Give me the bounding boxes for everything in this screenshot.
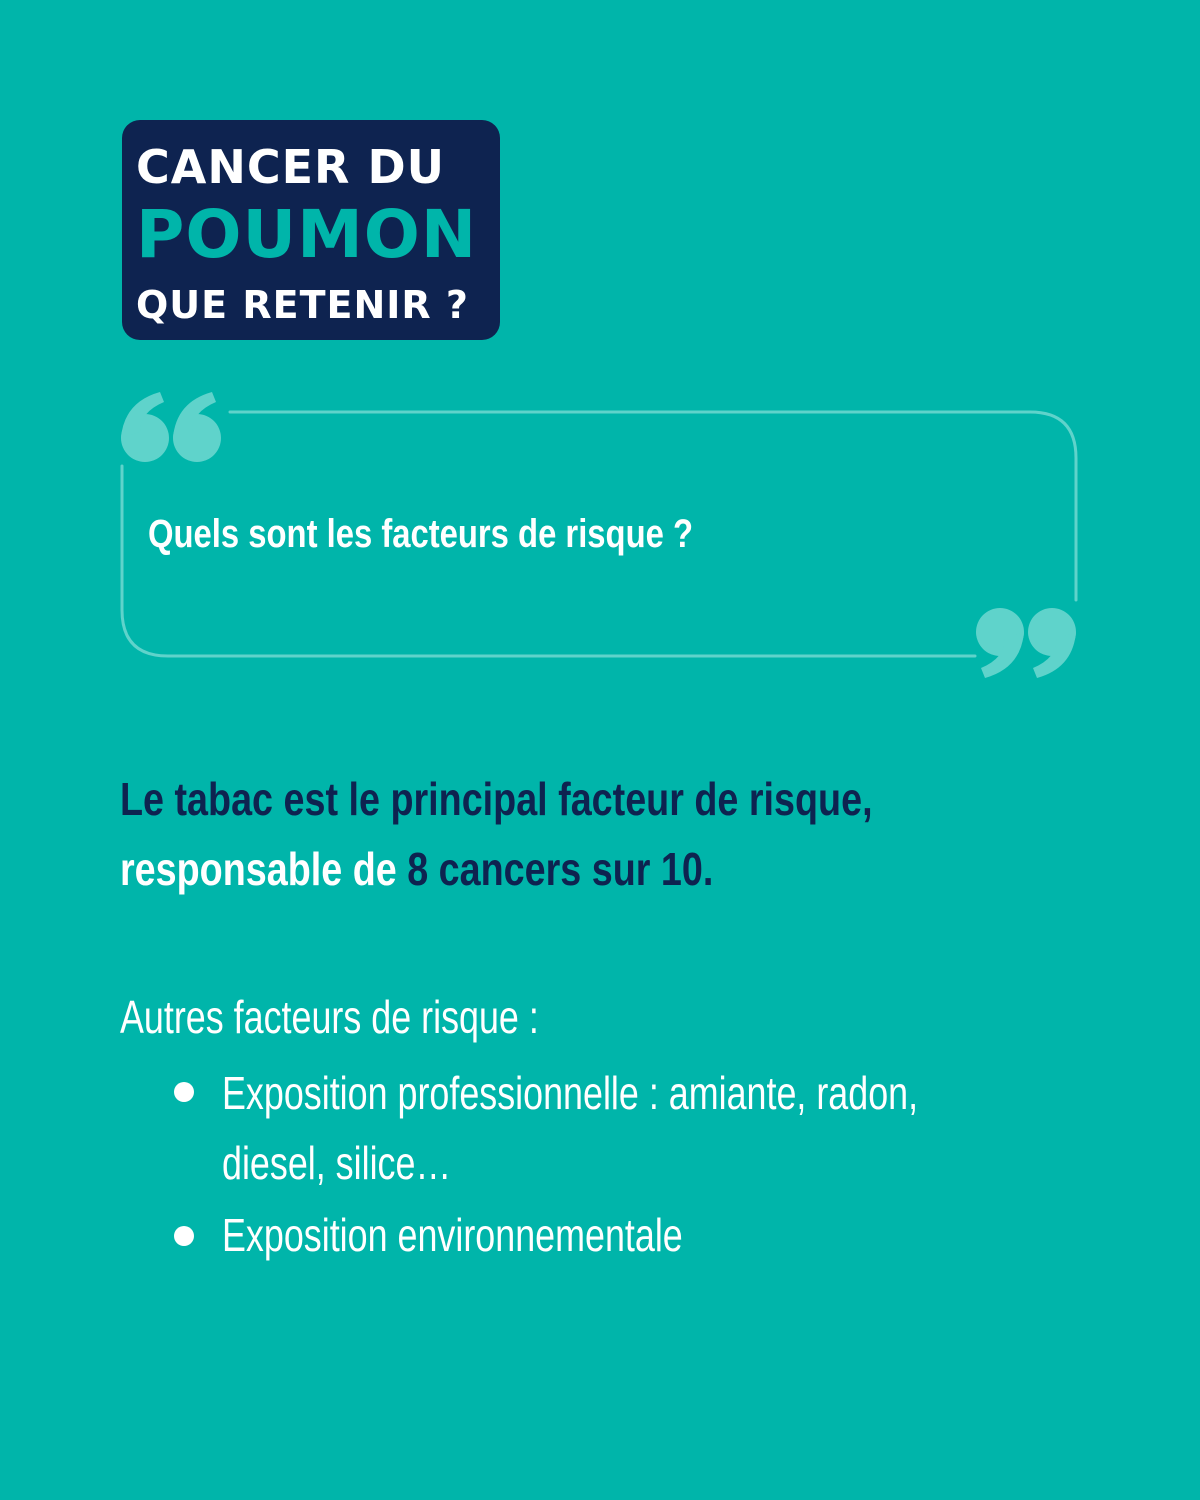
statement-highlight: 8 cancers sur 10. — [407, 843, 714, 895]
statement-responsable: responsable de — [120, 843, 408, 895]
main-statement — [120, 764, 940, 904]
list-item-professional-line-1: Exposition professionnelle : amiante, radon, — [222, 1067, 919, 1119]
badge-line-que-retenir: QUE RETENIR ? — [136, 283, 469, 327]
statement-line-2 — [120, 834, 940, 904]
close-quote-icon — [976, 608, 1076, 678]
quote-question: Quels sont les facteurs de risque ? — [148, 512, 694, 556]
badge-line-poumon: POUMON — [136, 196, 478, 273]
list-item-environmental: Exposition environnementale — [222, 1209, 683, 1261]
open-quote-icon — [121, 392, 221, 462]
list-item-professional-line-2: diesel, silice… — [222, 1137, 452, 1189]
badge-line-cancer-du: CANCER DU — [136, 140, 446, 194]
bullet-dot-icon — [174, 1082, 194, 1102]
other-factors-title: Autres facteurs de risque : — [120, 991, 539, 1043]
bullet-dot-icon — [174, 1226, 194, 1246]
statement-line-1: Le tabac est le principal facteur de risque, — [120, 773, 873, 825]
